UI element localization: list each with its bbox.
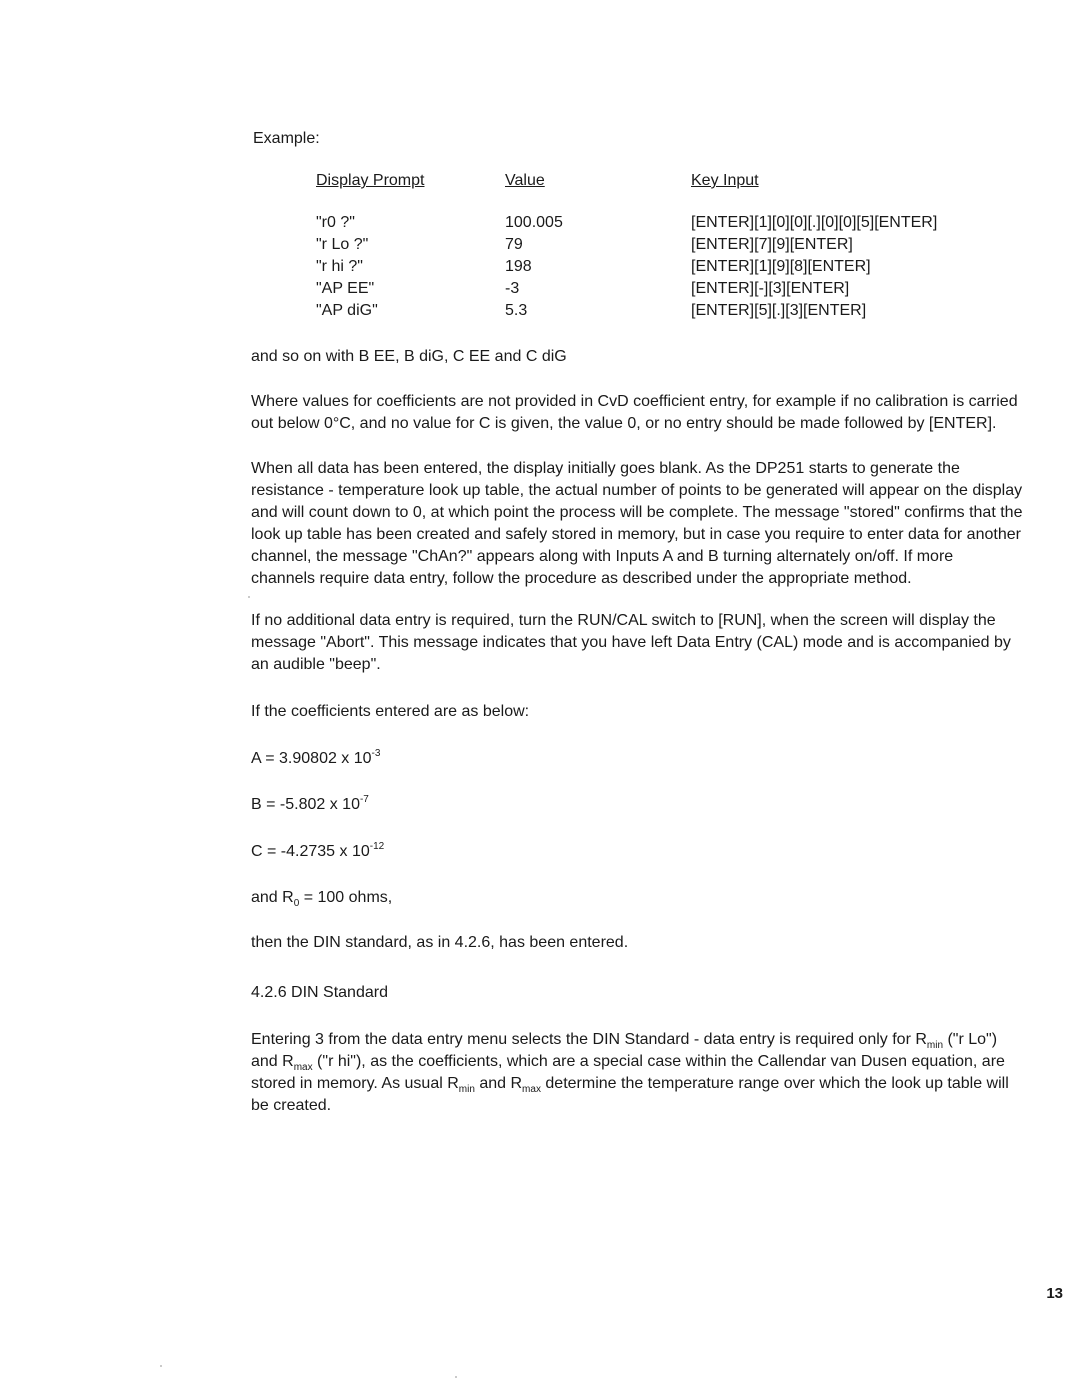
scan-speck: [160, 1365, 162, 1367]
paragraph-line: message "Abort". This message indicates that you have left Data Entry (CAL) mode and is accompanied by: [251, 634, 1011, 651]
paragraph-no-additional-entry: [251, 610, 1067, 676]
r0-value: [251, 887, 392, 909]
paragraph-line: [251, 1051, 1067, 1073]
row-prompt: "AP diG": [316, 302, 378, 319]
r0-suffix: = 100 ohms,: [299, 889, 393, 906]
paragraph-missing-coefficients: [251, 391, 1067, 435]
table-row: [0, 256, 1080, 278]
row-value: 198: [505, 258, 532, 275]
row-key-input: [ENTER][5][.][3][ENTER]: [691, 302, 867, 319]
row-value: 79: [505, 236, 523, 253]
subscript-max: max: [293, 1062, 313, 1073]
section-heading: 4.2.6 DIN Standard: [251, 984, 388, 1001]
coefficient-b-exponent: -7: [359, 794, 369, 805]
paragraph-line: channel, the message "ChAn?" appears along with Inputs A and B turning alternately on/off. If more: [251, 548, 954, 565]
scan-speck: [455, 1376, 457, 1378]
coefficient-c-exponent: -12: [369, 841, 385, 852]
subscript-min: min: [926, 1040, 944, 1051]
coefficient-b: [251, 794, 369, 816]
text-run: determine the temperature range over which the look up table will: [540, 1075, 1009, 1092]
paragraph-line: channels require data entry, follow the procedure as described under the appropriate method.: [251, 570, 912, 587]
table-header-row: [0, 170, 1080, 192]
coefficients-intro: If the coefficients entered are as below:: [251, 703, 530, 720]
row-prompt: "r hi ?": [316, 258, 363, 275]
header-value: Value: [505, 172, 545, 189]
paragraph-line: be created.: [251, 1097, 332, 1114]
paragraph-line: When all data has been entered, the display initially goes blank. As the DP251 starts to generate the: [251, 460, 960, 477]
paragraph-line: If no additional data entry is required, turn the RUN/CAL switch to [RUN], when the screen will display the: [251, 612, 996, 629]
row-key-input: [ENTER][7][9][ENTER]: [691, 236, 853, 253]
din-entered-text: then the DIN standard, as in 4.2.6, has been entered.: [251, 934, 629, 951]
paragraph-line: look up table has been created and safely stored in memory, but in case you require to enter data for another: [251, 526, 1021, 543]
text-run: stored in memory. As usual R: [251, 1075, 459, 1092]
header-display-prompt: Display Prompt: [316, 172, 425, 189]
paragraph-line: Where values for coefficients are not provided in CvD coefficient entry, for example if no calibration is carried: [251, 393, 1018, 410]
table-row: [0, 234, 1080, 256]
table-row: [0, 300, 1080, 322]
coefficient-b-base: B = -5.802 x 10: [251, 796, 360, 813]
scan-speck: [248, 596, 250, 598]
r0-prefix: and R: [251, 889, 294, 906]
table-row: [0, 278, 1080, 300]
paragraph-line: an audible "beep".: [251, 656, 381, 673]
row-value: 100.005: [505, 214, 563, 231]
text-run: and R: [474, 1075, 523, 1092]
row-value: -3: [505, 280, 520, 297]
coefficient-a: [251, 748, 380, 770]
coefficient-a-exponent: -3: [371, 748, 381, 759]
paragraph-line: [251, 1029, 1067, 1051]
text-run: ("r hi"), as the coefficients, which are a special case within the Callendar van Dusen equation, are: [312, 1053, 1005, 1070]
paragraph-line: [251, 1073, 1067, 1095]
paragraph-line: and will count down to 0, at which point the process will be complete. The message "stored" confirms that the: [251, 504, 1023, 521]
paragraph-line: out below 0°C, and no value for C is given, the value 0, or no entry should be made followed by [ENTER].: [251, 415, 997, 432]
coefficient-c-base: C = -4.2735 x 10: [251, 843, 370, 860]
coefficient-c: [251, 841, 384, 863]
row-key-input: [ENTER][1][0][0][.][0][0][5][ENTER]: [691, 214, 938, 231]
table-row: [0, 212, 1080, 234]
header-key-input: Key Input: [691, 172, 759, 189]
row-prompt: "r Lo ?": [316, 236, 369, 253]
subscript-min: min: [458, 1084, 475, 1095]
text-run: Entering 3 from the data entry menu selects the DIN Standard - data entry is required only for R: [251, 1031, 927, 1048]
paragraph-din-standard: [251, 1029, 1067, 1117]
row-prompt: "r0 ?": [316, 214, 355, 231]
text-run: and R: [251, 1053, 294, 1070]
row-value: 5.3: [505, 302, 528, 319]
example-label: Example:: [253, 130, 320, 147]
row-prompt: "AP EE": [316, 280, 375, 297]
paragraph-data-entered: [251, 458, 1067, 590]
page-number: 13: [1046, 1285, 1063, 1302]
subscript-max: max: [522, 1084, 541, 1095]
coefficient-a-base: A = 3.90802 x 10: [251, 750, 372, 767]
text-run: ("r Lo"): [943, 1031, 998, 1048]
paragraph-line: resistance - temperature look up table, the actual number of points to be generated will appear on the display: [251, 482, 1023, 499]
and-so-on-text: and so on with B EE, B diG, C EE and C diG: [251, 348, 567, 365]
row-key-input: [ENTER][1][9][8][ENTER]: [691, 258, 871, 275]
r0-subscript: 0: [293, 898, 300, 909]
row-key-input: [ENTER][-][3][ENTER]: [691, 280, 850, 297]
